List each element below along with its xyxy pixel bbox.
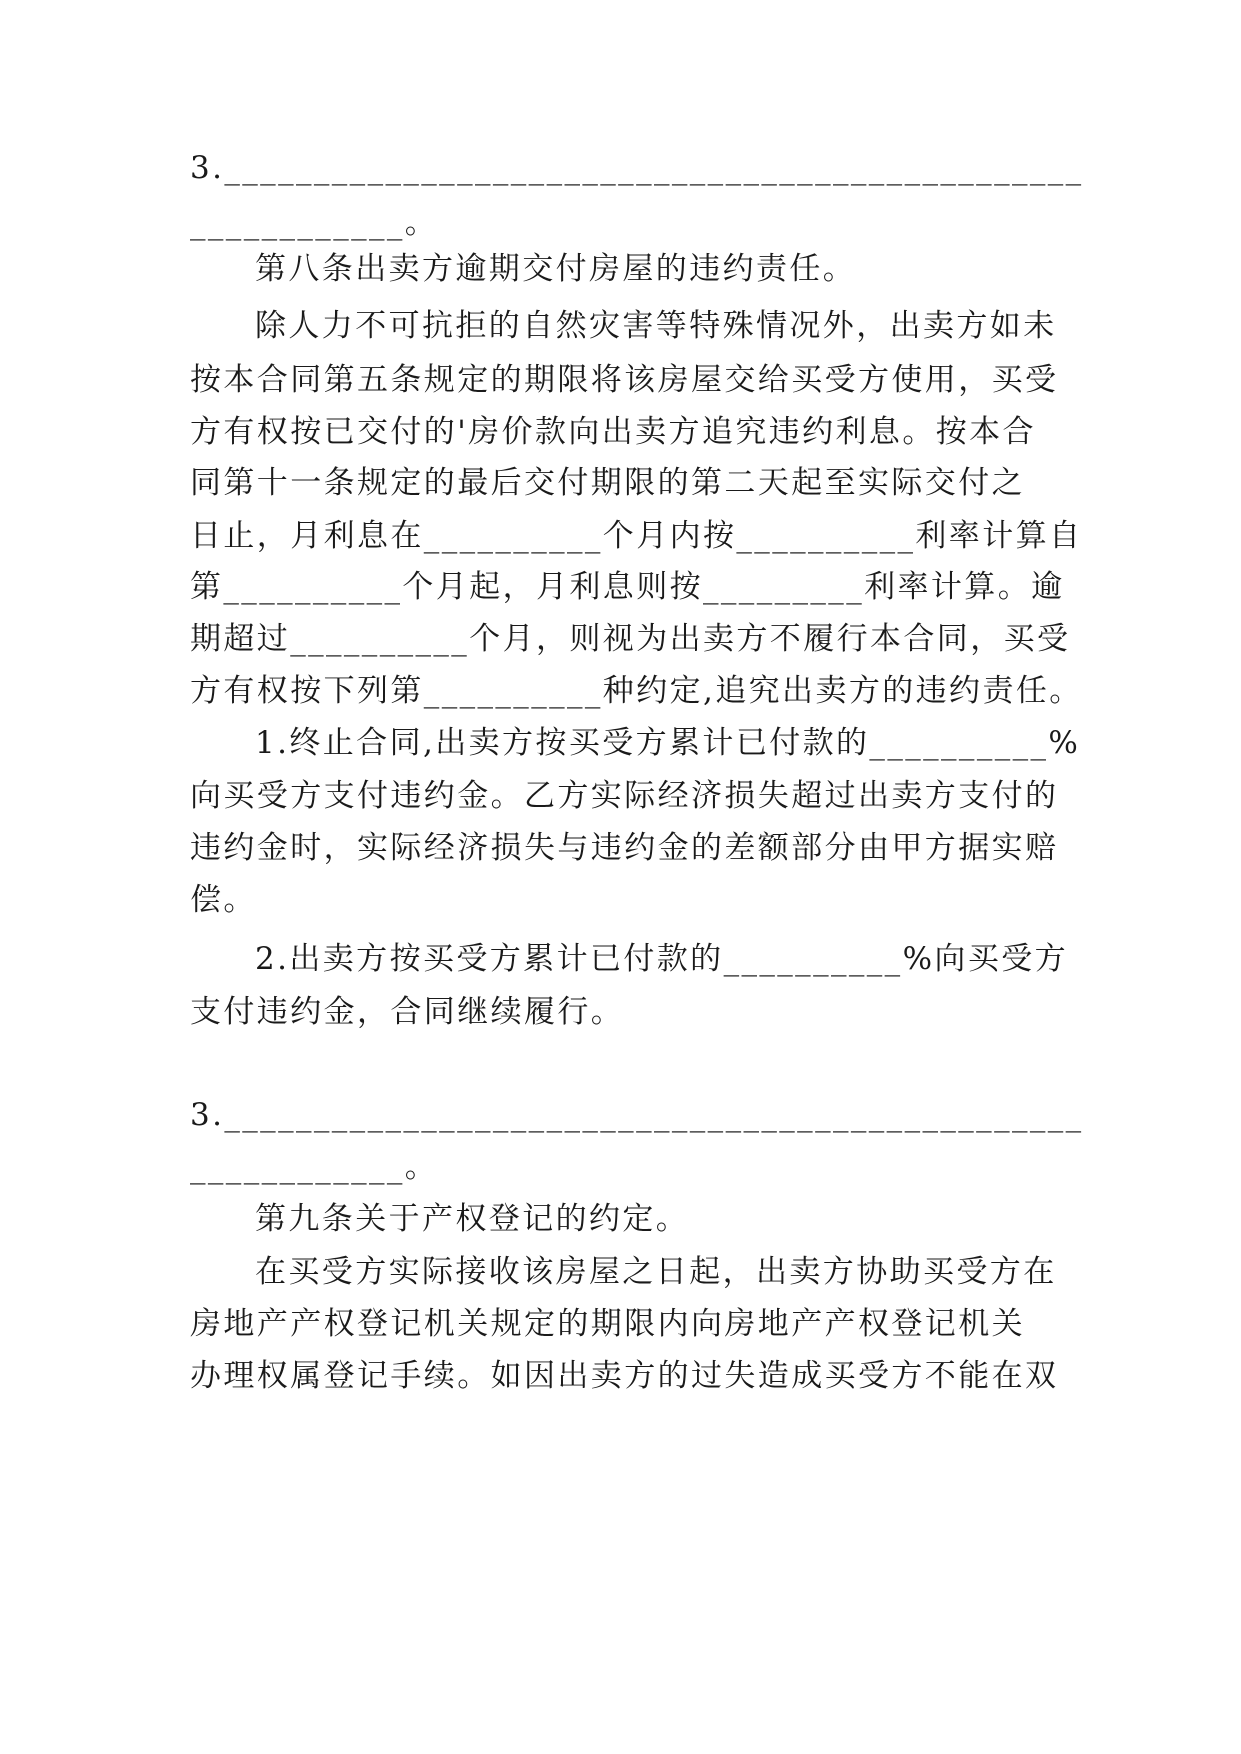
text-line-blank-end: ____________。 [190, 1149, 439, 1185]
paragraph-line: 方有权按已交付的'房价款向出卖方追究违约利息。按本合 [190, 414, 1036, 450]
paragraph-line: 偿。 [190, 882, 257, 918]
paragraph-line: 在买受方实际接收该房屋之日起，出卖方协助买受方在 [255, 1254, 1057, 1290]
item-2-line: 2.出卖方按买受方累计已付款的__________%向买受方 [255, 941, 1069, 977]
item-1-line: 1.终止合同,出卖方按买受方累计已付款的__________% [255, 725, 1081, 761]
paragraph-line: 同第十一条规定的最后交付期限的第二天起至实际交付之 [190, 465, 1025, 501]
paragraph-line: 按本合同第五条规定的期限将该房屋交给买受方使用，买受 [190, 362, 1059, 398]
paragraph-line: 方有权按下列第__________种约定,追究出卖方的违约责任。 [190, 673, 1083, 709]
paragraph-line: 办理权属登记手续。如因出卖方的过失造成买受方不能在双 [190, 1358, 1059, 1394]
paragraph-line: 房地产产权登记机关规定的期限内向房地产产权登记机关 [190, 1306, 1025, 1342]
text-line-blank-3: 3.________________________________________________ [190, 150, 1084, 186]
paragraph-line: 违约金时，实际经济损失与违约金的差额部分由甲方据实赔 [190, 830, 1059, 866]
paragraph-line: 向买受方支付违约金。乙方实际经济损失超过出卖方支付的 [190, 778, 1059, 814]
article-8-heading: 第八条出卖方逾期交付房屋的违约责任。 [255, 251, 857, 287]
paragraph-line: 支付违约金，合同继续履行。 [190, 994, 625, 1030]
paragraph-line: 日止，月利息在__________个月内按__________利率计算自 [190, 518, 1083, 554]
paragraph-line: 除人力不可抗拒的自然灾害等特殊情况外，出卖方如未 [255, 308, 1057, 344]
paragraph-line: 第__________个月起，月利息则按_________利率计算。逾 [190, 569, 1065, 605]
text-line-blank-end: ____________。 [190, 205, 439, 241]
paragraph-line: 期超过__________个月，则视为出卖方不履行本合同，买受 [190, 621, 1071, 657]
text-line-blank-3: 3.________________________________________________ [190, 1097, 1084, 1133]
article-9-heading: 第九条关于产权登记的约定。 [255, 1201, 690, 1237]
